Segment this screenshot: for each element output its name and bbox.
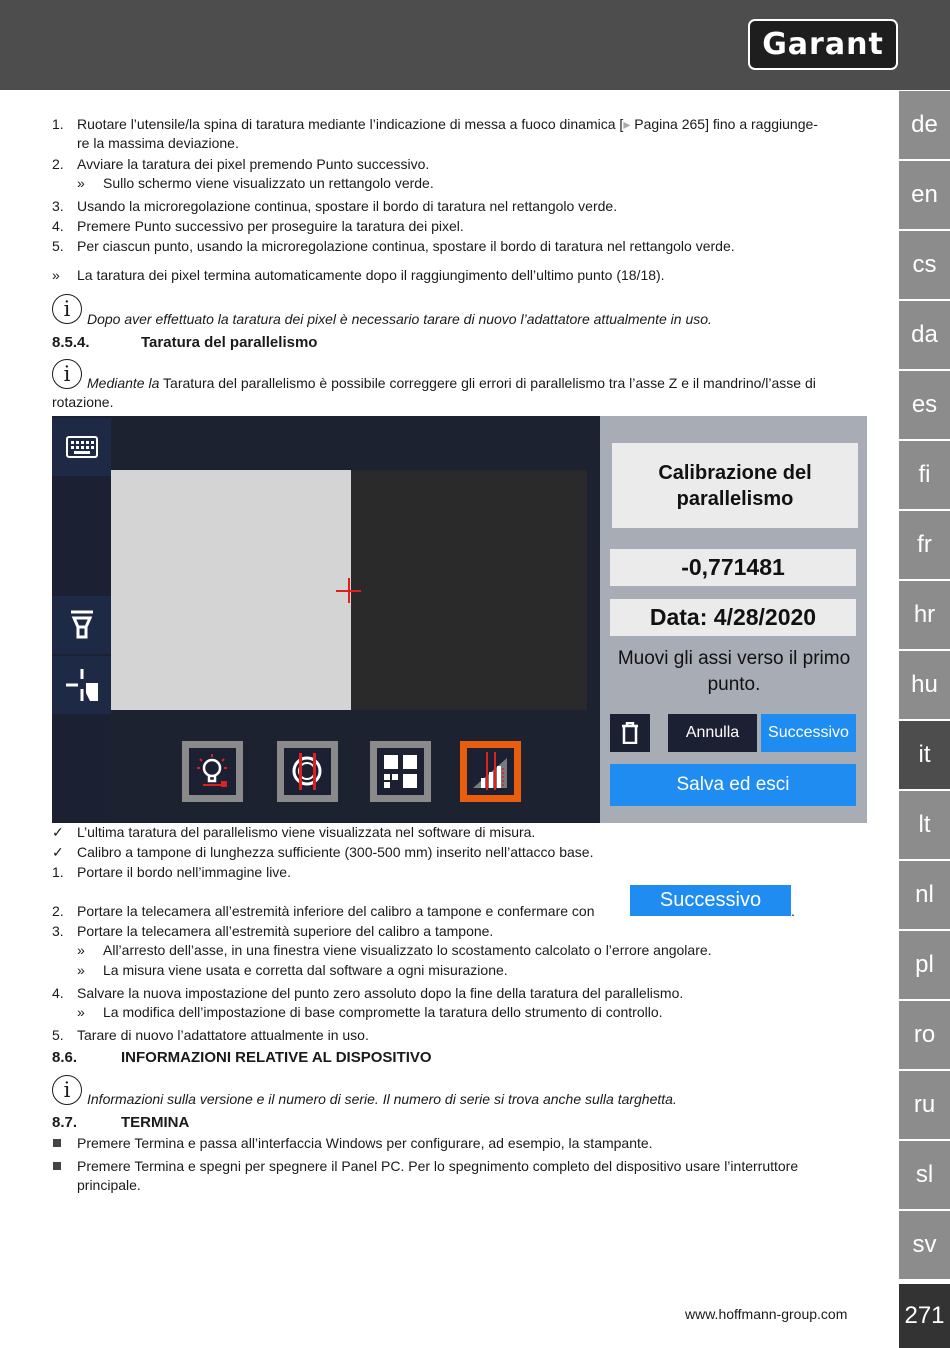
parallelism-button[interactable] xyxy=(460,741,521,802)
lightbulb-icon xyxy=(189,748,236,795)
instruction-text: Muovi gli assi verso il primo punto. xyxy=(617,648,851,695)
step-number: 5. xyxy=(52,238,64,254)
footer-url: www.hoffmann-group.com xyxy=(685,1306,848,1322)
date-display xyxy=(610,599,856,636)
section-number: 8.7. xyxy=(52,1114,78,1131)
trash-icon xyxy=(621,722,639,744)
step-number: 1. xyxy=(52,864,64,880)
live-image-bright-region xyxy=(111,470,351,710)
tool-holder-button[interactable] xyxy=(52,596,111,654)
step-result: La modifica dell’impostazione di base compromette la taratura dello strumento di controllo. xyxy=(103,1004,663,1020)
step-text: Portare la telecamera all’estremità superiore del calibro a tampone. xyxy=(77,923,494,939)
lang-tab-it: it xyxy=(899,721,950,789)
section-title: Taratura del parallelismo xyxy=(141,334,318,351)
step-text: Tarare di nuovo l’adattatore attualmente in uso. xyxy=(77,1027,369,1043)
step-text-end: . xyxy=(791,903,795,919)
tool-holder-icon xyxy=(69,609,95,641)
step-number: 1. xyxy=(52,116,64,132)
info-icon: i xyxy=(52,1075,82,1105)
section-number: 8.6. xyxy=(52,1049,78,1066)
section-title: TERMINA xyxy=(121,1114,190,1131)
result-marker: » xyxy=(77,1004,85,1020)
date-value: 4/28/2020 xyxy=(713,604,817,630)
step-text: Usando la microregolazione continua, spostare il bordo di taratura nel rettangolo verde. xyxy=(77,198,618,214)
lang-tab-da: da xyxy=(899,301,950,369)
grid-icon xyxy=(377,748,424,795)
tool-column xyxy=(52,416,111,823)
step-number: 4. xyxy=(52,218,64,234)
keyboard-button[interactable] xyxy=(52,418,111,476)
lang-tab-ro: ro xyxy=(899,1001,950,1069)
link-arrow-icon: ▸ xyxy=(623,116,635,132)
result-marker: » xyxy=(77,962,85,978)
step-number: 3. xyxy=(52,923,64,939)
lang-tab-fr: fr xyxy=(899,511,950,579)
lang-tab-es: es xyxy=(899,371,950,439)
info-icon: i xyxy=(52,294,82,324)
lang-tab-en: en xyxy=(899,161,950,229)
edge-tool-icon xyxy=(64,667,100,703)
date-label: Data: xyxy=(649,604,708,630)
page-link[interactable]: Pagina 265] fino a raggiunge- xyxy=(634,116,818,132)
lang-tab-sl: sl xyxy=(899,1141,950,1209)
step-text: Salvare la nuova impostazione del punto zero assoluto dopo la fine della taratura del parallelismo. xyxy=(77,985,684,1001)
lang-tab-hu: hu xyxy=(899,651,950,719)
live-image[interactable] xyxy=(111,470,587,710)
page-header xyxy=(0,0,950,90)
next-button-image: Successivo xyxy=(630,885,791,916)
section-title: INFORMAZIONI RELATIVE AL DISPOSITIVO xyxy=(121,1049,432,1066)
step-number: 4. xyxy=(52,985,64,1001)
step-number: 2. xyxy=(52,903,64,919)
cancel-button[interactable]: Annulla xyxy=(668,714,757,752)
step-text: Per ciascun punto, usando la microregolazione continua, spostare il bordo di taratura nel rettangolo verde. xyxy=(77,238,735,254)
bullet-text: Premere Termina e spegni per spegnere il Panel PC. Per lo spegnimento completo del dispositivo usare l’interruttore xyxy=(77,1158,799,1174)
step-result: Sullo schermo viene visualizzato un rettangolo verde. xyxy=(103,175,434,191)
result-marker: » xyxy=(77,942,85,958)
save-and-exit-button[interactable]: Salva ed esci xyxy=(610,764,856,806)
calibration-grid-button[interactable] xyxy=(370,741,431,802)
info-note: Dopo aver effettuato la taratura dei pixel è necessario tarare di nuovo l’adattatore attualmente in uso. xyxy=(87,311,712,327)
info-note-cont: rotazione. xyxy=(52,394,114,410)
prerequisite-text: Calibro a tampone di lunghezza sufficiente (300-500 mm) inserito nell’attacco base. xyxy=(77,844,594,860)
lang-tab-de: de xyxy=(899,91,950,159)
step-text: Avviare la taratura dei pixel premendo Punto successivo. xyxy=(77,156,430,172)
result-text: La taratura dei pixel termina automaticamente dopo il raggiungimento dell’ultimo punto (18/18). xyxy=(77,267,665,283)
lang-tab-sv: sv xyxy=(899,1211,950,1279)
step-number: 3. xyxy=(52,198,64,214)
measured-value: -0,771481 xyxy=(610,549,856,586)
lang-tab-cs: cs xyxy=(899,231,950,299)
garant-logo: Garant xyxy=(748,19,898,70)
lang-tab-hr: hr xyxy=(899,581,950,649)
step-text: Portare la telecamera all’estremità inferiore del calibro a tampone e confermare con xyxy=(77,903,595,919)
info-icon: i xyxy=(52,359,82,389)
section-number: 8.5.4. xyxy=(52,334,90,351)
info-note: Informazioni sulla versione e il numero di serie. Il numero di serie si trova anche sulla targhetta. xyxy=(87,1091,677,1107)
lang-tab-pl: pl xyxy=(899,931,950,999)
prerequisite-text: L’ultima taratura del parallelismo viene visualizzata nel software di misura. xyxy=(77,824,536,840)
lang-tab-lt: lt xyxy=(899,791,950,859)
light-button[interactable] xyxy=(182,741,243,802)
focus-button[interactable] xyxy=(277,741,338,802)
page-number: 271 xyxy=(899,1284,950,1348)
check-icon: ✓ xyxy=(52,824,64,840)
keyboard-icon xyxy=(66,436,98,458)
step-text: Premere Punto successivo per proseguire la taratura dei pixel. xyxy=(77,218,464,234)
step-number: 5. xyxy=(52,1027,64,1043)
step-number: 2. xyxy=(52,156,64,172)
step-text-cont: re la massima deviazione. xyxy=(77,135,239,151)
step-text: Ruotare l’utensile/la spina di taratura mediante l’indicazione di messa a fuoco dinamica [▸ Pagina 265] fino a raggiunge- xyxy=(77,116,818,132)
lang-tab-ru: ru xyxy=(899,1071,950,1139)
step-text: Portare il bordo nell’immagine live. xyxy=(77,864,291,880)
bullet-text-cont: principale. xyxy=(77,1177,141,1193)
check-icon: ✓ xyxy=(52,844,64,860)
focus-icon xyxy=(284,748,331,795)
software-screenshot xyxy=(52,416,867,823)
calibration-panel xyxy=(600,416,867,823)
panel-title: Calibrazione del parallelismo xyxy=(612,443,858,528)
parallelism-icon xyxy=(467,748,514,795)
info-note: Mediante la Taratura del parallelismo è possibile correggere gli errori di parallelismo tra l’asse Z e il mandrino/l’asse di xyxy=(87,375,816,391)
delete-button[interactable] xyxy=(610,714,650,752)
result-marker: » xyxy=(52,267,60,283)
step-result: All’arresto dell’asse, in una finestra viene visualizzato lo scostamento calcolato o l’errore angolare. xyxy=(103,942,712,958)
result-marker: » xyxy=(77,175,85,191)
lang-tab-nl: nl xyxy=(899,861,950,929)
step-result: La misura viene usata e corretta dal software a ogni misurazione. xyxy=(103,962,508,978)
next-button[interactable]: Successivo xyxy=(761,714,856,752)
bullet-square-icon xyxy=(53,1162,61,1170)
language-tabs xyxy=(899,90,950,1348)
crosshair-icon xyxy=(348,578,350,603)
bullet-text: Premere Termina e passa all’interfaccia Windows per configurare, ad esempio, la stampante. xyxy=(77,1135,653,1151)
bullet-square-icon xyxy=(53,1139,61,1147)
lang-tab-fi: fi xyxy=(899,441,950,509)
edge-tool-button[interactable] xyxy=(52,656,111,714)
